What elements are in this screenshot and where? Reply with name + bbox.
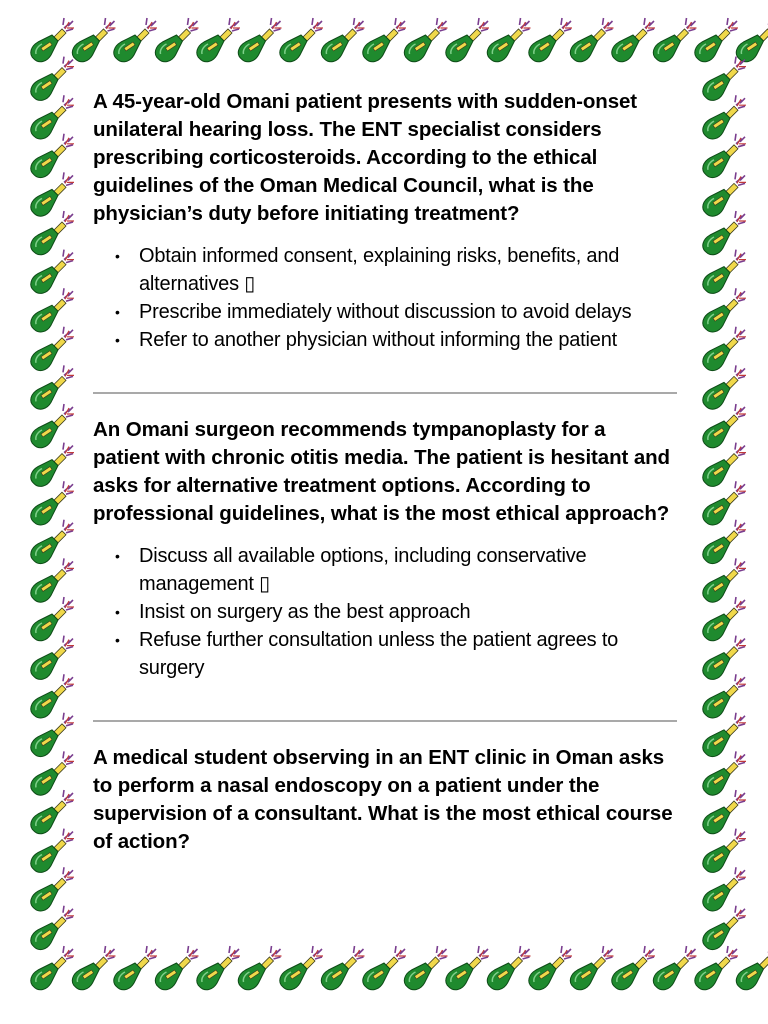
- section-divider: [93, 392, 677, 394]
- champagne-bottle-icon: [446, 946, 489, 990]
- champagne-bottle-icon: [703, 95, 746, 139]
- champagne-bottle-icon: [703, 288, 746, 332]
- champagne-bottle-icon: [72, 18, 115, 62]
- champagne-bottle-icon: [31, 134, 74, 178]
- champagne-bottle-icon: [197, 18, 240, 62]
- champagne-bottle-icon: [703, 790, 746, 834]
- champagne-bottle-icon: [363, 946, 406, 990]
- champagne-bottle-icon: [446, 18, 489, 62]
- champagne-bottle-icon: [31, 520, 74, 564]
- champagne-bottle-icon: [703, 713, 746, 757]
- champagne-bottle-icon: [703, 751, 746, 795]
- champagne-bottle-icon: [31, 674, 74, 718]
- champagne-bottle-icon: [703, 250, 746, 294]
- champagne-bottle-icon: [280, 18, 323, 62]
- option-1c: • Refer to another physician without informing the patient: [93, 326, 677, 354]
- champagne-bottle-icon: [703, 57, 746, 101]
- champagne-bottle-icon: [31, 172, 74, 216]
- champagne-bottle-icon: [529, 18, 572, 62]
- champagne-bottle-icon: [703, 829, 746, 873]
- question-2: An Omani surgeon recommends tympanoplasty for a patient with chronic otitis media. The patient is hesitant and asks for alternative treatment options. According to professional guidelines, what is the most ethical approach?: [93, 418, 670, 525]
- champagne-bottle-icon: [363, 18, 406, 62]
- question-3: A medical student observing in an ENT clinic in Oman asks to perform a nasal endoscopy on a patient under the supervision of a consultant. What is the most ethical course of action?: [93, 746, 673, 853]
- champagne-bottle-icon: [321, 946, 364, 990]
- champagne-bottle-icon: [703, 172, 746, 216]
- champagne-bottle-icon: [114, 946, 157, 990]
- champagne-bottle-icon: [31, 95, 74, 139]
- champagne-bottle-icon: [703, 404, 746, 448]
- champagne-bottle-icon: [31, 558, 74, 602]
- champagne-bottle-icon: [31, 211, 74, 255]
- champagne-bottle-icon: [31, 404, 74, 448]
- champagne-bottle-icon: [703, 906, 746, 950]
- question-2-options: [93, 542, 677, 682]
- champagne-bottle-icon: [31, 946, 74, 990]
- champagne-bottle-icon: [31, 636, 74, 680]
- champagne-bottle-icon: [280, 946, 323, 990]
- champagne-bottle-icon: [31, 867, 74, 911]
- champagne-bottle-icon: [404, 18, 447, 62]
- champagne-bottle-icon: [612, 946, 655, 990]
- option-1a: • Obtain informed consent, explaining risks, benefits, and alternatives ▯: [93, 242, 677, 298]
- champagne-bottle-icon: [31, 906, 74, 950]
- champagne-bottle-icon: [703, 674, 746, 718]
- champagne-bottle-icon: [31, 288, 74, 332]
- section-divider: [93, 720, 677, 722]
- champagne-bottle-icon: [31, 481, 74, 525]
- champagne-bottle-icon: [31, 250, 74, 294]
- champagne-bottle-icon: [653, 18, 696, 62]
- champagne-bottle-icon: [31, 327, 74, 371]
- champagne-bottle-icon: [736, 946, 768, 990]
- champagne-bottle-icon: [703, 134, 746, 178]
- champagne-bottle-icon: [703, 636, 746, 680]
- champagne-bottle-icon: [155, 946, 198, 990]
- champagne-bottle-icon: [114, 18, 157, 62]
- champagne-bottle-icon: [197, 946, 240, 990]
- champagne-bottle-icon: [487, 18, 530, 62]
- champagne-bottle-icon: [703, 558, 746, 602]
- option-2a: • Discuss all available options, including conservative management ▯: [93, 542, 677, 598]
- champagne-bottle-icon: [31, 829, 74, 873]
- champagne-bottle-icon: [404, 946, 447, 990]
- question-1-options: [93, 242, 677, 354]
- champagne-bottle-icon: [703, 597, 746, 641]
- champagne-bottle-icon: [155, 18, 198, 62]
- champagne-bottle-icon: [72, 946, 115, 990]
- question-1: A 45-year-old Omani patient presents with sudden-onset unilateral hearing loss. The ENT specialist considers prescribing corticosteroids. According to the ethical guidelines of the Oman Medical Council, what is the physician’s duty before initiating treatment?: [93, 90, 638, 225]
- champagne-bottle-icon: [238, 946, 281, 990]
- champagne-bottle-icon: [703, 481, 746, 525]
- champagne-bottle-icon: [31, 751, 74, 795]
- champagne-bottle-icon: [612, 18, 655, 62]
- option-2c: • Refuse further consultation unless the patient agrees to surgery: [93, 626, 677, 682]
- champagne-bottle-icon: [653, 946, 696, 990]
- champagne-bottle-icon: [703, 211, 746, 255]
- champagne-bottle-icon: [703, 327, 746, 371]
- champagne-bottle-icon: [695, 946, 738, 990]
- champagne-bottle-icon: [31, 597, 74, 641]
- champagne-bottle-icon: [570, 946, 613, 990]
- champagne-bottle-icon: [31, 18, 74, 62]
- champagne-bottle-icon: [31, 365, 74, 409]
- champagne-bottle-icon: [487, 946, 530, 990]
- champagne-bottle-icon: [238, 18, 281, 62]
- champagne-bottle-icon: [321, 18, 364, 62]
- champagne-bottle-icon: [703, 365, 746, 409]
- champagne-bottle-icon: [736, 18, 768, 62]
- quiz-content: [93, 88, 677, 856]
- champagne-bottle-icon: [31, 713, 74, 757]
- champagne-bottle-icon: [31, 790, 74, 834]
- champagne-bottle-icon: [703, 443, 746, 487]
- champagne-bottle-icon: [703, 867, 746, 911]
- champagne-bottle-icon: [31, 57, 74, 101]
- champagne-bottle-icon: [31, 443, 74, 487]
- option-1b: • Prescribe immediately without discussion to avoid delays: [93, 298, 677, 326]
- champagne-bottle-icon: [703, 520, 746, 564]
- champagne-bottle-icon: [695, 18, 738, 62]
- champagne-bottle-icon: [529, 946, 572, 990]
- champagne-bottle-icon: [570, 18, 613, 62]
- option-2b: • Insist on surgery as the best approach: [93, 598, 677, 626]
